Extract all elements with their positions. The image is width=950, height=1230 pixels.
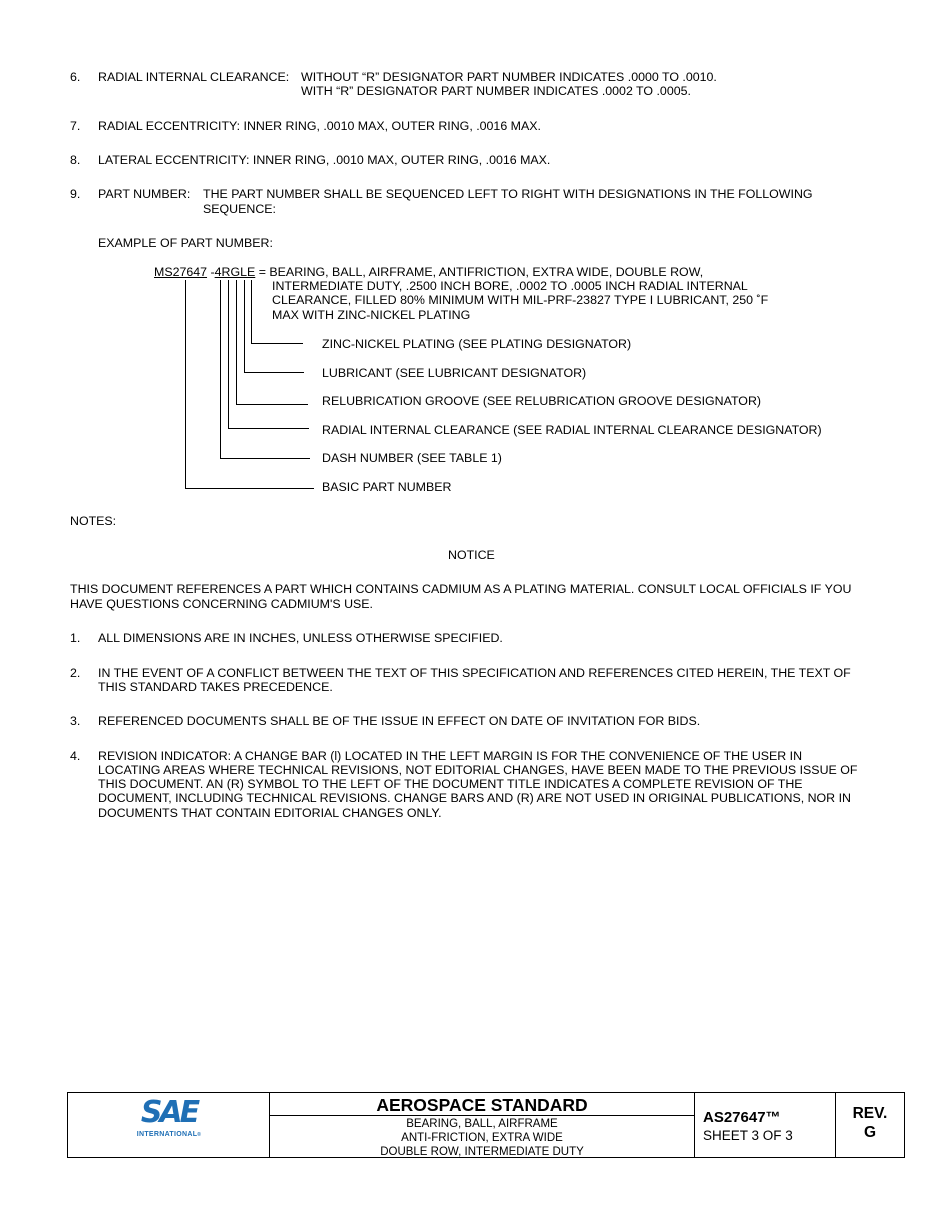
part-number-description-line-4: MAX WITH ZINC-NICKEL PLATING [272,308,471,322]
item-9-line-2: SEQUENCE: [203,202,276,216]
part-number-dash: - [210,265,215,279]
title-line-3: DOUBLE ROW, INTERMEDIATE DUTY [380,1146,584,1158]
leader-lubricant [245,280,305,373]
title-cell [270,1093,695,1157]
callout-lubricant: LUBRICANT (SEE LUBRICANT DESIGNATOR) [322,366,587,380]
note-4-line-5: DOCUMENTS THAT CONTAIN EDITORIAL CHANGES ONLY. [98,806,442,820]
item-8-number: 8. [70,153,81,167]
item-7-text: RADIAL ECCENTRICITY: INNER RING, .0010 MAX, OUTER RING, .0016 MAX. [98,119,541,133]
notice-line-1: THIS DOCUMENT REFERENCES A PART WHICH CONTAINS CADMIUM AS A PLATING MATERIAL. CONSULT LOCAL OFFICIALS IF YOU [70,582,852,596]
logo-sub-text: INTERNATIONAL [136,1131,198,1138]
notes-label: NOTES: [70,514,117,528]
document-number-cell [695,1093,836,1157]
basic-part-number: MS27647 [154,265,208,279]
note-2-line-1: IN THE EVENT OF A CONFLICT BETWEEN THE TEXT OF THIS SPECIFICATION AND REFERENCES CITED HEREIN, THE TEXT OF [98,666,851,680]
callout-basic-part-number: BASIC PART NUMBER [322,480,452,494]
title-block [67,1092,905,1158]
item-9-number: 9. [70,187,81,201]
part-number-description-line-2: INTERMEDIATE DUTY, .2500 INCH BORE, .0002 TO .0005 INCH RADIAL INTERNAL [272,279,748,293]
notice-title: NOTICE [448,548,495,562]
title-line-2: ANTI-FRICTION, EXTRA WIDE [401,1132,563,1144]
leader-basic-part-number [186,280,315,489]
title-divider [270,1115,694,1116]
item-8-text: LATERAL ECCENTRICITY: INNER RING, .0010 MAX, OUTER RING, .0016 MAX. [98,153,551,167]
logo-cell [68,1093,270,1157]
part-number-description-line-3: CLEARANCE, FILLED 80% MINIMUM WITH MIL-PRF-23827 TYPE I LUBRICANT, 250 ˚F [272,293,769,307]
notice-line-2: HAVE QUESTIONS CONCERNING CADMIUM'S USE. [70,597,373,611]
callout-radial-internal-clearance: RADIAL INTERNAL CLEARANCE (SEE RADIAL INTERNAL CLEARANCE DESIGNATOR) [322,423,822,437]
item-6-number: 6. [70,70,81,84]
document-number: AS27647™ [703,1109,781,1126]
callout-plating: ZINC-NICKEL PLATING (SEE PLATING DESIGNATOR) [322,337,632,351]
note-2-line-2: THIS STANDARD TAKES PRECEDENCE. [98,680,333,694]
note-2-number: 2. [70,666,81,680]
item-6-label: RADIAL INTERNAL CLEARANCE: [98,70,290,84]
item-6-line-1: WITHOUT “R” DESIGNATOR PART NUMBER INDICATES .0000 TO .0010. [301,70,717,84]
standard-type: AEROSPACE STANDARD [376,1095,588,1115]
item-6-line-2: WITH “R” DESIGNATOR PART NUMBER INDICATES .0002 TO .0005. [301,84,691,98]
sae-logo: SAE [140,1095,198,1130]
callout-relubrication-groove: RELUBRICATION GROOVE (SEE RELUBRICATION GROOVE DESIGNATOR) [322,394,762,408]
item-9-line-1: THE PART NUMBER SHALL BE SEQUENCED LEFT TO RIGHT WITH DESIGNATIONS IN THE FOLLOWING [203,187,813,201]
leader-relubrication [237,280,309,405]
part-number-description-line-1: = BEARING, BALL, AIRFRAME, ANTIFRICTION, EXTRA WIDE, DOUBLE ROW, [255,265,704,279]
part-number-suffix: 4RGLE [214,265,256,279]
revision-cell [836,1093,904,1157]
logo-registered-mark: ® [197,1132,202,1138]
note-4-line-2: LOCATING AREAS WHERE TECHNICAL REVISIONS, NOT EDITORIAL CHANGES, HAVE BEEN MADE TO THE PREVIOUS ISSUE OF [98,763,858,777]
sheet-number: SHEET 3 OF 3 [703,1128,793,1143]
note-4-line-3: THIS DOCUMENT. AN (R) SYMBOL TO THE LEFT OF THE DOCUMENT TITLE INDICATES A COMPLETE REVISION OF THE [98,777,803,791]
note-1-number: 1. [70,631,81,645]
callout-dash-number: DASH NUMBER (SEE TABLE 1) [322,451,502,465]
leader-dash-number [221,280,311,459]
revision-letter: G [863,1124,877,1141]
note-4-line-4: DOCUMENT, INCLUDING TECHNICAL REVISIONS. CHANGE BARS AND (R) ARE NOT USED IN ORIGINAL PUBLICATIONS, NOR IN [98,791,851,805]
sae-logo-subtitle [68,1131,270,1139]
item-7-number: 7. [70,119,81,133]
note-3-number: 3. [70,714,81,728]
item-9-label: PART NUMBER: [98,187,191,201]
leader-clearance [229,280,310,429]
note-4-line-1: REVISION INDICATOR: A CHANGE BAR (l) LOCATED IN THE LEFT MARGIN IS FOR THE CONVENIENCE OF THE USER IN [98,749,803,763]
note-3-line-1: REFERENCED DOCUMENTS SHALL BE OF THE ISSUE IN EFFECT ON DATE OF INVITATION FOR BIDS. [98,714,701,728]
example-heading: EXAMPLE OF PART NUMBER: [98,236,273,250]
note-4-number: 4. [70,749,81,763]
title-line-1: BEARING, BALL, AIRFRAME [406,1118,558,1130]
note-1-line-1: ALL DIMENSIONS ARE IN INCHES, UNLESS OTHERWISE SPECIFIED. [98,631,503,645]
leader-plating [252,280,304,344]
revision-label: REV. [852,1105,888,1122]
